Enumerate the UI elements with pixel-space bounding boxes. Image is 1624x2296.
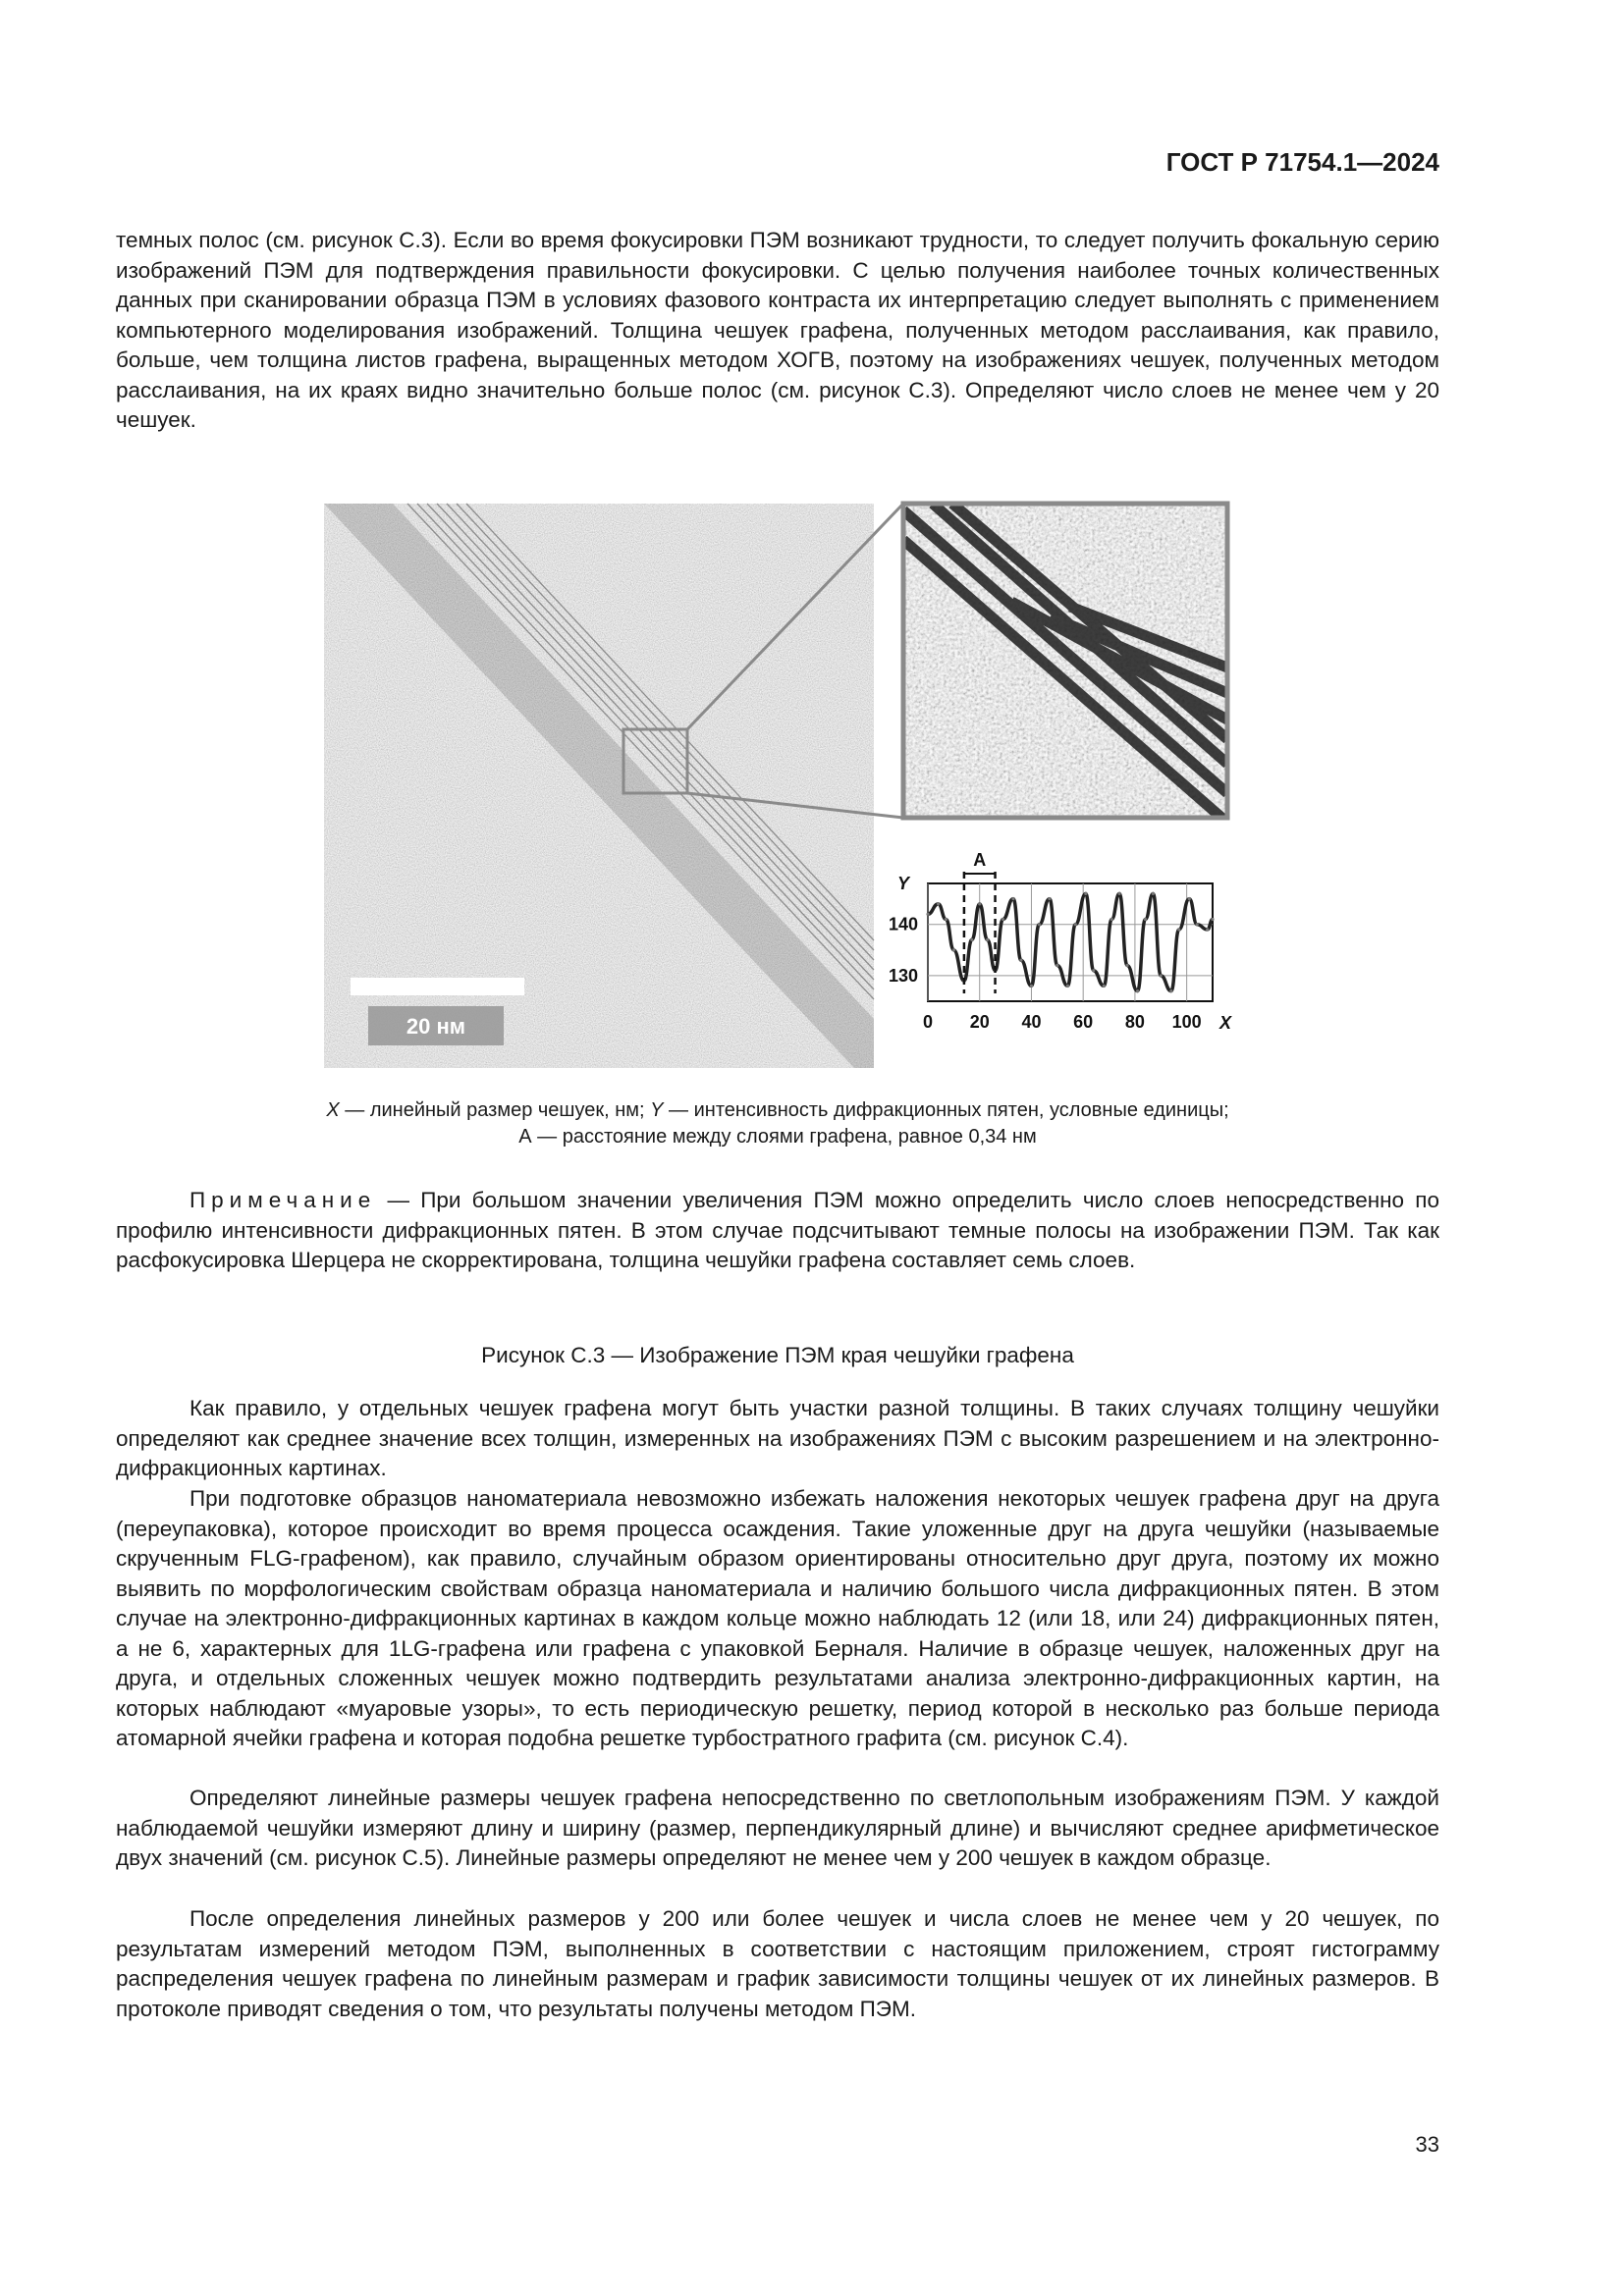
tem-inset-image: [903, 504, 1227, 823]
scale-bar-label: 20 нм: [406, 1014, 466, 1039]
data-point-27: [1160, 974, 1163, 977]
paragraph-2: Как правило, у отдельных чешуек графена могут быть участки разной толщины. В таких случаях толщину чешуйки определяют как среднее значение всех толщин, измеренных на изображениях ПЭМ с высоким разрешением и на электронно-дифракционных картинах.: [116, 1396, 1439, 1480]
data-point-5: [970, 938, 973, 941]
legend-y-text: — интенсивность дифракционных пятен, условные единицы;: [663, 1099, 1229, 1121]
data-point-14: [1048, 897, 1051, 900]
data-point-13: [1038, 923, 1041, 926]
data-point-19: [1092, 969, 1095, 972]
legend-y-symbol: Y: [650, 1099, 664, 1121]
data-point-10: [1011, 897, 1014, 900]
y-axis-label: Y: [896, 874, 909, 893]
y-tick-label-1: 140: [888, 914, 918, 934]
data-point-33: [1211, 918, 1214, 921]
data-point-18: [1084, 892, 1087, 895]
data-point-1: [937, 902, 940, 905]
data-point-22: [1117, 892, 1120, 895]
tem-main-image: [324, 504, 874, 1068]
data-point-16: [1066, 985, 1069, 988]
x-tick-label-1: 20: [969, 1012, 990, 1032]
data-point-28: [1169, 989, 1172, 992]
data-point-29: [1177, 928, 1180, 931]
data-point-30: [1188, 897, 1191, 900]
data-point-24: [1136, 989, 1139, 992]
paragraph-4: Определяют линейные размеры чешуек графена непосредственно по светлопольным изображениям ПЭМ. У каждой наблюдаемой чешуйки измеряют длину и ширину (размер, перпендикулярный длине) и вычисляют среднее арифметическое двух значений (см. рисунок С.5). Линейные размеры определяют не менее чем у 200 чешуек в каждом образце.: [116, 1786, 1439, 1870]
data-point-12: [1030, 985, 1033, 988]
intensity-profile-chart: [889, 850, 1232, 1033]
data-point-9: [1001, 918, 1004, 921]
figure-tem-image: [324, 499, 1237, 1068]
data-point-31: [1196, 923, 1199, 926]
x-tick-label-5: 100: [1171, 1012, 1202, 1032]
legend-x-text: — линейный размер чешуек, нм;: [339, 1099, 651, 1121]
data-point-26: [1152, 892, 1155, 895]
x-tick-label-0: 0: [922, 1012, 934, 1032]
paragraph-3: При подготовке образцов наноматериала невозможно избежать наложения некоторых чешуек графена друг на друга (переупаковка), которое происходит во время процесса осаждения. Такие уложенные друг на друга чешуйки (называемые скрученным FLG-графеном), как правило, случайным образом ориентированы относительно друг друга, поэтому их можно выявить по морфологическим свойствам образца наноматериала и наличию большого числа дифракционных пятен. В этом случае на электронно-дифракционных картинах в каждом кольце можно наблюдать 12 (или 18, или 24) дифракционных пятен, а не 6, характерных для 1LG-графена или графена с упаковкой Берналя. Наличие в образце чешуек, наложенных друг на друга, и отдельных сложенных чешуек можно подтвердить результатами анализа электронно-дифракционных картин, на которых наблюдают «муаровые узоры», то есть периодическую решетку, период которой в несколько раз больше периода атомарной ячейки графена и которая подобна решетке турбостратного графита (см. рисунок С.4).: [116, 1486, 1439, 1750]
figure-note: [116, 1186, 1439, 1276]
data-point-15: [1056, 964, 1058, 967]
legend-x-symbol: X: [326, 1099, 340, 1121]
x-tick-label-4: 80: [1124, 1012, 1145, 1032]
data-point-20: [1103, 985, 1106, 988]
paragraph-5: После определения линейных размеров у 200 или более чешуек и числа слоев не менее чем у 20 чешуек, по результатам измерений методом ПЭМ, выполненных в соответствии с настоящим приложением, строят гистограмму распределения чешуек графена по линейным размерам и график зависимости толщины чешуек от их линейных размеров. В протоколе приводят сведения о том, что результаты получены методом ПЭМ.: [116, 1906, 1439, 2021]
y-tick-label-0: 130: [888, 965, 918, 986]
legend-line-2: А — расстояние между слоями графена, равное 0,34 нм: [518, 1126, 1037, 1148]
legend-line-1: [116, 1097, 1439, 1124]
data-point-7: [986, 938, 989, 941]
data-point-32: [1206, 928, 1209, 931]
data-point-23: [1125, 964, 1128, 967]
document-code: ГОСТ Р 71754.1—2024: [1165, 147, 1439, 177]
paragraph-1: темных полос (см. рисунок С.3). Если во время фокусировки ПЭМ возникают трудности, то следует получить фокальную серию изображений ПЭМ для подтверждения правильности фокусировки. С целью получения наиболее точных количественных данных при сканировании образца ПЭМ в условиях фазового контраста их интерпретацию следует выполнять с применением компьютерного моделирования изображений. Толщина чешуек графена, полученных методом расслаивания, как правило, больше, чем толщина листов графена, выращенных методом ХОГВ, поэтому на изображениях чешуек, полученных методом расслаивания, на их краях видно значительно больше полос (см. рисунок С.3). Определяют число слоев не менее чем у 20 чешуек.: [116, 228, 1439, 432]
x-axis-label: X: [1219, 1013, 1232, 1033]
data-point-6: [978, 902, 981, 905]
data-point-21: [1110, 918, 1113, 921]
data-point-25: [1144, 918, 1147, 921]
figure-title: Рисунок С.3 — Изображение ПЭМ края чешуйки графена: [481, 1343, 1074, 1367]
annotation-label: A: [973, 850, 987, 870]
data-point-2: [945, 918, 947, 921]
figure-legend: [116, 1097, 1439, 1150]
note-text: — При большом значении увеличения ПЭМ можно определить число слоев непосредственно по профилю интенсивности дифракционных пятен. В этом случае подсчитывают темные полосы на изображении ПЭМ. Так как расфокусировка Шерцера не скорректирована, толщина чешуйки графена составляет семь слоев.: [116, 1188, 1439, 1272]
data-point-17: [1074, 923, 1077, 926]
data-point-11: [1019, 959, 1022, 962]
x-tick-label-2: 40: [1021, 1012, 1042, 1032]
page-number: 33: [1415, 2132, 1439, 2157]
data-point-3: [952, 948, 955, 951]
data-point-0: [926, 913, 929, 916]
note-label: Примечание: [189, 1188, 377, 1212]
x-tick-label-3: 60: [1073, 1012, 1094, 1032]
